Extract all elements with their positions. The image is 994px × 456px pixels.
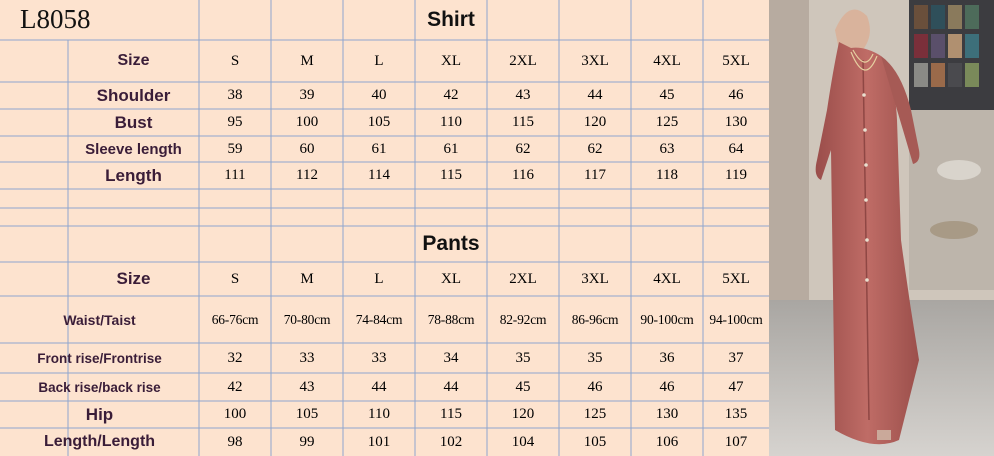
pants-cell: 90-100cm	[640, 311, 694, 327]
shirt-cell: 38	[227, 87, 243, 103]
shirt-size-header: Size	[117, 52, 150, 69]
pants-cell: 43	[299, 378, 315, 395]
pants-cell: 33	[299, 349, 315, 366]
shirt-cell: 119	[725, 167, 747, 183]
shirt-cell: 64	[728, 140, 744, 157]
pants-size-xl: XL	[441, 270, 461, 287]
pants-cell: 107	[724, 433, 748, 450]
pants-row-label: Front rise/Frontrise	[37, 350, 162, 366]
shirt-row-label: Shoulder	[96, 85, 171, 105]
shirt-cell: 40	[371, 87, 387, 103]
pants-cell: 101	[367, 433, 391, 450]
shirt-size-2xl: 2XL	[509, 52, 537, 69]
shirt-size-3xl: 3XL	[581, 52, 609, 69]
shirt-cell: 59	[227, 140, 243, 157]
pants-cell: 115	[440, 406, 462, 422]
pants-size-5xl: 5XL	[722, 270, 750, 287]
pants-cell: 86-96cm	[571, 311, 619, 327]
pants-cell: 47	[728, 378, 744, 395]
shirt-cell: 120	[583, 114, 607, 130]
pants-cell: 102	[439, 433, 463, 450]
shirt-cell: 63	[659, 140, 675, 157]
pants-cell: 32	[227, 349, 243, 366]
pants-size-4xl: 4XL	[653, 270, 681, 287]
shirt-cell: 115	[440, 167, 462, 183]
shirt-cell: 46	[728, 87, 744, 103]
pants-cell: 105	[583, 433, 607, 450]
shirt-cell: 130	[724, 114, 748, 130]
pants-cell: 36	[659, 349, 675, 366]
pants-cell: 82-92cm	[499, 311, 547, 327]
shirt-cell: 43	[515, 87, 531, 103]
shirt-cell: 116	[512, 167, 534, 183]
pants-cell: 44	[443, 378, 459, 395]
pants-cell: 125	[583, 406, 607, 422]
pants-cell: 106	[655, 433, 679, 450]
shirt-cell: 61	[371, 140, 387, 157]
pants-cell: 94-100cm	[709, 311, 763, 327]
pants-row-label: Back rise/back rise	[38, 379, 161, 395]
pants-cell: 46	[587, 378, 603, 395]
pants-cell: 78-88cm	[427, 311, 475, 327]
pants-row-label: Length/Length	[43, 433, 156, 450]
shirt-size-l: L	[374, 52, 384, 69]
pants-size-header: Size	[116, 269, 151, 288]
shirt-size-4xl: 4XL	[653, 52, 681, 69]
shirt-cell: 118	[656, 167, 678, 183]
shirt-cell: 115	[512, 114, 534, 130]
shirt-size-5xl: 5XL	[722, 52, 750, 69]
shirt-cell: 111	[224, 167, 246, 183]
pants-cell: 33	[371, 349, 387, 366]
pants-cell: 70-80cm	[283, 311, 331, 327]
pants-cell: 46	[659, 378, 675, 395]
shirt-cell: 60	[299, 140, 315, 157]
shirt-cell: 39	[299, 87, 315, 103]
shirt-cell: 45	[659, 87, 675, 103]
pants-size-2xl: 2XL	[509, 270, 537, 287]
pants-size-s: S	[230, 270, 240, 287]
shirt-cell: 62	[515, 140, 531, 157]
pants-cell: 34	[443, 349, 459, 366]
pants-cell: 130	[655, 406, 679, 422]
shirt-cell: 105	[367, 114, 391, 130]
pants-cell: 100	[223, 406, 247, 422]
pants-cell: 37	[728, 349, 744, 366]
pants-cell: 135	[724, 406, 748, 422]
shirt-cell: 112	[296, 167, 318, 183]
shirt-title: Shirt	[427, 8, 475, 31]
pants-cell: 42	[227, 378, 243, 395]
shirt-cell: 61	[443, 140, 459, 157]
shirt-size-xl: XL	[441, 52, 461, 69]
shirt-row-label: Sleeve length	[85, 140, 182, 158]
pants-cell: 98	[227, 433, 243, 450]
pants-cell: 120	[511, 406, 535, 422]
pants-cell: 45	[515, 378, 531, 395]
pants-size-m: M	[300, 270, 314, 287]
pants-cell: 104	[511, 433, 535, 450]
pants-cell: 99	[299, 433, 315, 450]
shirt-row-label: Bust	[114, 112, 153, 132]
display-stand	[909, 110, 994, 290]
shirt-size-m: M	[300, 52, 314, 69]
pants-title: Pants	[422, 232, 480, 255]
pants-row-label: Hip	[85, 404, 114, 424]
shoe	[877, 430, 891, 440]
shirt-cell: 125	[655, 114, 679, 130]
pants-size-3xl: 3XL	[581, 270, 609, 287]
shirt-cell: 44	[587, 87, 603, 103]
shirt-cell: 95	[227, 114, 243, 130]
product-code: L8058	[20, 4, 91, 34]
shirt-cell: 110	[440, 114, 462, 130]
pants-cell: 105	[295, 406, 319, 422]
pants-cell: 35	[515, 349, 531, 366]
pants-size-l: L	[374, 270, 384, 287]
pants-cell: 66-76cm	[211, 311, 259, 327]
shirt-cell: 100	[295, 114, 319, 130]
pants-cell: 74-84cm	[355, 311, 403, 327]
left-wall	[769, 0, 809, 300]
shirt-cell: 117	[584, 167, 606, 183]
shirt-cell: 114	[368, 167, 390, 183]
pants-cell: 110	[368, 406, 390, 422]
shirt-cell: 62	[587, 140, 603, 157]
shirt-row-label: Length	[105, 165, 162, 185]
pants-cell: 44	[371, 378, 387, 395]
shirt-cell: 42	[443, 87, 459, 103]
shirt-size-s: S	[230, 52, 240, 69]
product-photo	[769, 0, 994, 456]
pants-row-label: Waist/Taist	[63, 311, 136, 328]
pants-cell: 35	[587, 349, 603, 366]
